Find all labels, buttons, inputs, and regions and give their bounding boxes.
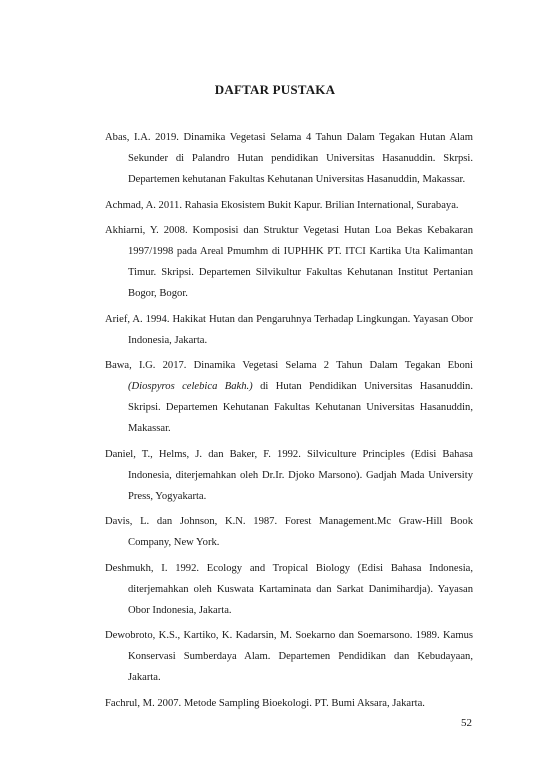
reference-text: Dewobroto, K.S., Kartiko, K. Kadarsin, M. Soekarno dan Soemarsono. 1989. Kamus Konservasi Sumberdaya Alam. Departemen Pendidikan dan Kebudayaan, Jakarta.	[105, 630, 473, 683]
reference-entry	[105, 355, 473, 439]
reference-entry	[105, 309, 473, 351]
page-number: 52	[461, 717, 472, 729]
reference-entry	[105, 195, 473, 216]
reference-text: Bawa, I.G. 2017. Dinamika Vegetasi Selama 2 Tahun Dalam Tegakan Eboni	[105, 360, 473, 371]
reference-entry	[105, 444, 473, 507]
reference-text: Davis, L. dan Johnson, K.N. 1987. Forest Management.Mc Graw-Hill Book Company, New York.	[105, 516, 473, 548]
reference-entry	[105, 220, 473, 304]
reference-text: Achmad, A. 2011. Rahasia Ekosistem Bukit Kapur. Brilian International, Surabaya.	[105, 199, 459, 211]
page-title: DAFTAR PUSTAKA	[214, 82, 336, 97]
reference-list	[105, 127, 473, 718]
reference-italic-text: (Diospyros celebica Bakh.)	[128, 381, 253, 392]
reference-entry	[105, 693, 473, 714]
reference-entry	[105, 625, 473, 688]
reference-text: Fachrul, M. 2007. Metode Sampling Bioekologi. PT. Bumi Aksara, Jakarta.	[105, 697, 425, 709]
reference-text-tail: di Hutan Pendidikan Universitas Hasanuddin. Skripsi. Departemen Kehutanan Fakultas Kehutanan Universitas Hasanuddin, Makassar.	[128, 381, 474, 434]
reference-text: Akhiarni, Y. 2008. Komposisi dan Struktur Vegetasi Hutan Loa Bekas Kebakaran 1997/1998 pada Areal Pmumhm di IUPHHK PT. ITCI Kartika Uta Kalimantan Timur. Skripsi. Departemen Silvikultur Fakultas Kehutanan Institut Pertanian Bogor, Bogor.	[105, 225, 473, 299]
reference-entry	[105, 558, 473, 621]
reference-entry	[105, 127, 473, 190]
reference-text: Deshmukh, I. 1992. Ecology and Tropical Biology (Edisi Bahasa Indonesia, diterjemahkan oleh Kuswata Kartaminata dan Sarkat Danimihardja). Yayasan Obor Indonesia, Jakarta.	[105, 562, 473, 616]
reference-text: Arief, A. 1994. Hakikat Hutan dan Pengaruhnya Terhadap Lingkungan. Yayasan Obor Indonesia, Jakarta.	[105, 313, 473, 346]
reference-text: Abas, I.A. 2019. Dinamika Vegetasi Selama 4 Tahun Dalam Tegakan Hutan Alam Sekunder di Palandro Hutan pendidikan Universitas Hasanuddin. Skrpsi. Departemen kehutanan Fakultas Kehutanan Universitas Hasanuddin, Makassar.	[105, 132, 473, 185]
reference-text: Daniel, T., Helms, J. dan Baker, F. 1992. Silviculture Principles (Edisi Bahasa Indonesia, diterjemahkan oleh Dr.Ir. Djoko Marsono). Gadjah Mada University Press, Yogyakarta.	[105, 448, 473, 502]
reference-entry	[105, 511, 473, 553]
